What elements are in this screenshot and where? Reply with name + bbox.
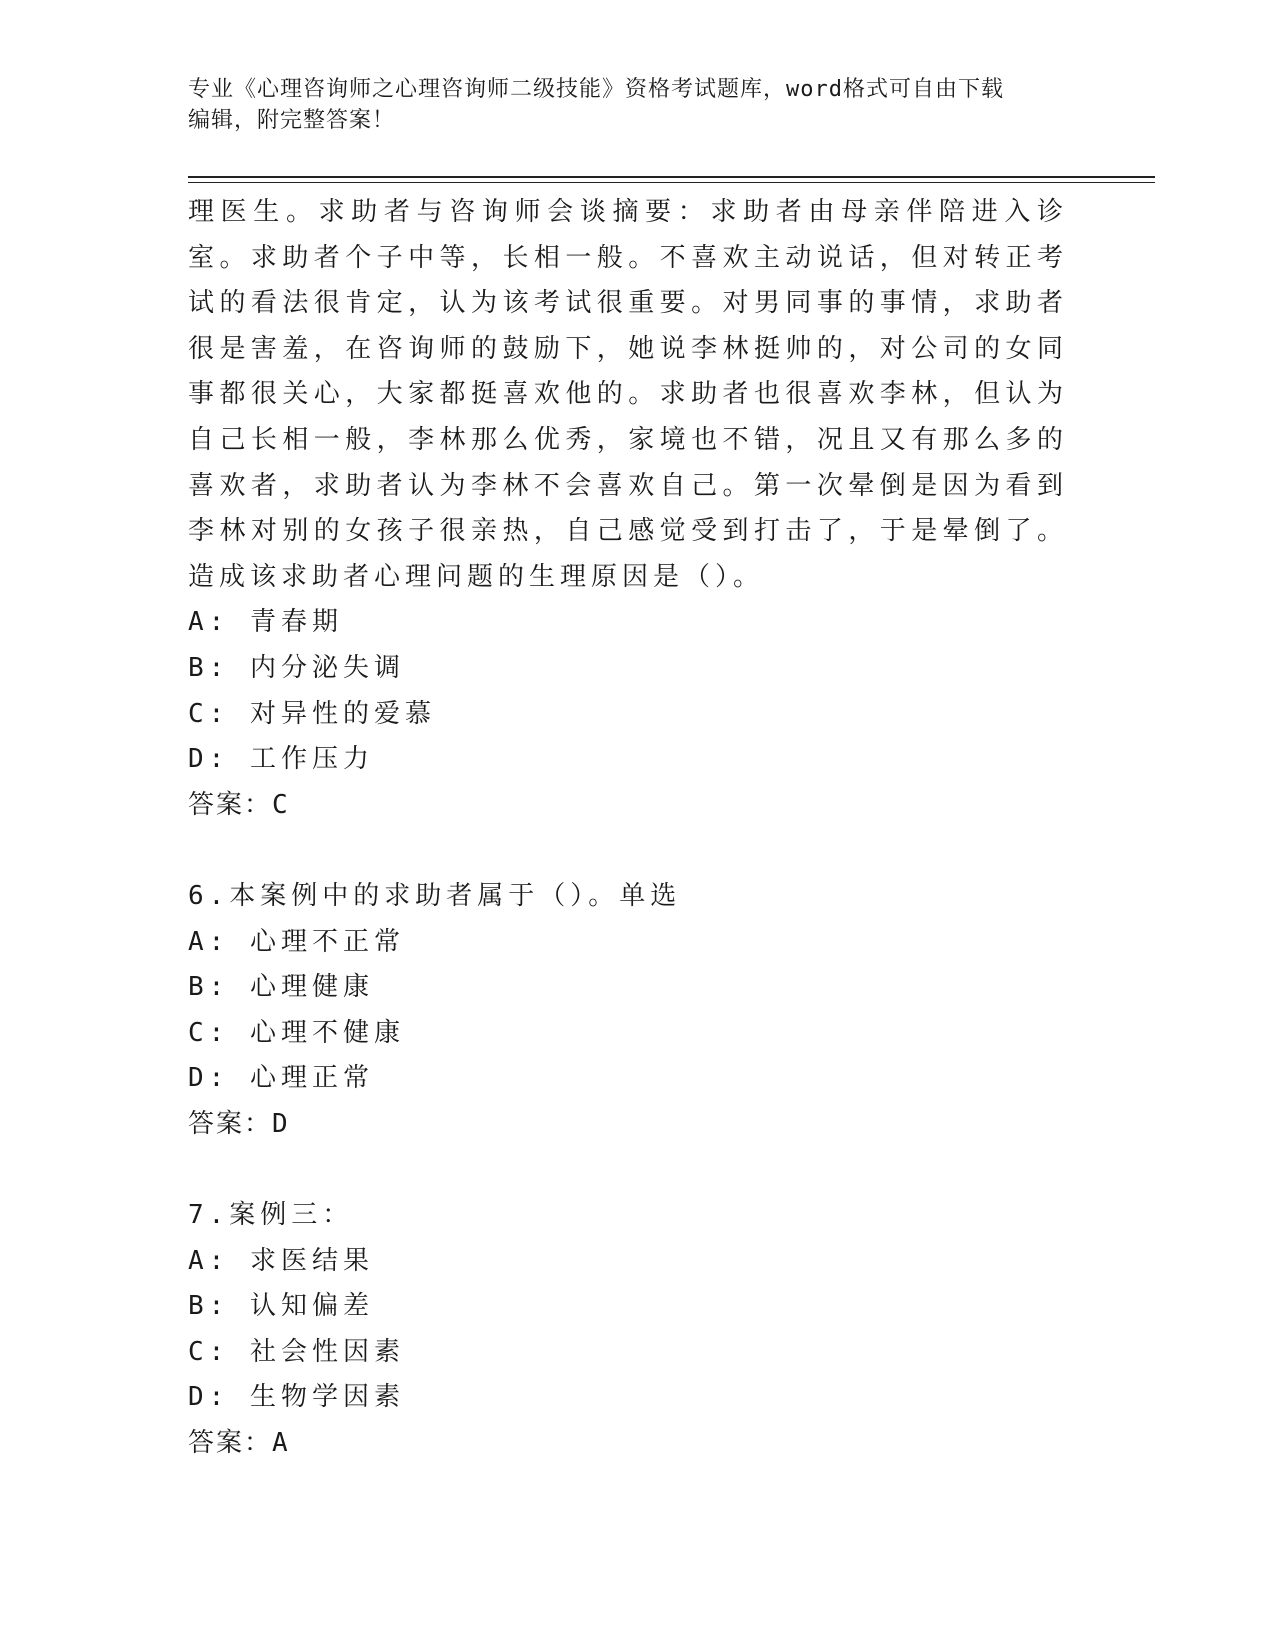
page-header [188,74,1068,136]
question-7-answer: 答案：A [188,1428,290,1459]
question-7-options [188,1239,1068,1421]
question-6-option-a: A: 心理不正常 [188,926,405,957]
question-5-options [188,600,1068,782]
question-7-option-c: C: 社会性因素 [188,1336,405,1367]
question-6-options [188,920,1068,1102]
question-6-option-b: B: 心理健康 [188,972,374,1003]
question-6-option-c: C: 心理不健康 [188,1017,405,1048]
question-6-option-d: D: 心理正常 [188,1063,374,1094]
question-5-stem: 理医生。求助者与咨询师会谈摘要：求助者由母亲伴陪进入诊室。求助者个子中等，长相一般。不喜欢主动说话，但对转正考试的看法很肯定，认为该考试很重要。对男同事的事情，求助者很是害羞，在咨询师的鼓励下，她说李林挺帅的，对公司的女同事都很关心，大家都挺喜欢他的。求助者也很喜欢李林，但认为自己长相一般，李林那么优秀，家境也不错，况且又有那么多的喜欢者，求助者认为李林不会喜欢自己。第一次晕倒是因为看到李林对别的女孩子很亲热，自己感觉受到打击了，于是晕倒了。造成该求助者心理问题的生理原因是（）。 [188,197,1068,592]
spacer [188,828,1068,874]
header-line-2: 编辑，附完整答案！ [188,108,396,133]
header-rule-thin [188,182,1155,183]
question-5-option-d: D: 工作压力 [188,744,374,775]
question-5-answer: 答案：C [188,789,290,820]
question-6-title: 6.本案例中的求助者属于（）。单选 [188,880,682,911]
question-7-option-b: B: 认知偏差 [188,1291,374,1322]
header-line-1: 专业《心理咨询师之心理咨询师二级技能》资格考试题库，word格式可自由下载 [188,77,1004,102]
question-7-option-a: A: 求医结果 [188,1245,374,1276]
question-content [188,190,1068,1467]
question-5-option-b: B: 内分泌失调 [188,652,405,683]
header-rule-thick [188,176,1155,178]
spacer [188,1147,1068,1193]
question-5-option-a: A: 青春期 [188,607,343,638]
question-6-answer: 答案：D [188,1108,290,1139]
question-7-option-d: D: 生物学因素 [188,1382,405,1413]
question-5-option-c: C: 对异性的爱慕 [188,698,436,729]
question-7-title: 7.案例三： [188,1200,354,1231]
